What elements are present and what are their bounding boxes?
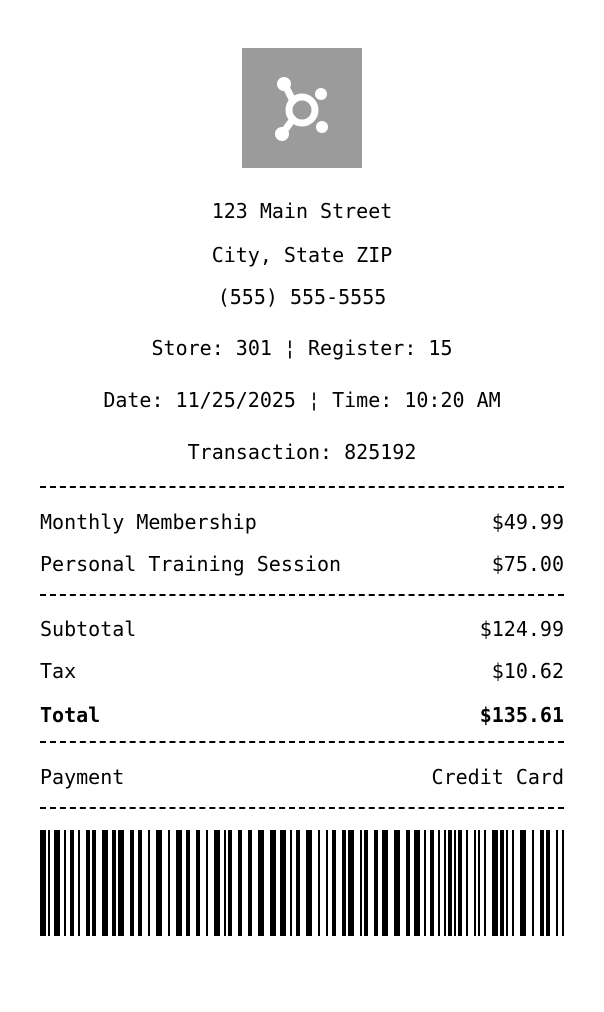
address-line-2: City, State ZIP <box>211 243 393 267</box>
barcode-bar <box>70 830 74 936</box>
barcode-bar <box>556 830 558 936</box>
subtotal-row <box>40 616 564 642</box>
barcode-bar <box>342 830 346 936</box>
barcode-bar <box>224 830 226 936</box>
barcode-bar <box>448 830 452 936</box>
gym-logo-icon <box>242 48 362 168</box>
barcode-bar <box>48 830 50 936</box>
barcode-bar <box>196 830 200 936</box>
barcode-bar <box>348 830 354 936</box>
barcode-bar <box>444 830 446 936</box>
item-name: Monthly Membership <box>40 510 257 534</box>
item-price: $75.00 <box>491 552 564 576</box>
divider <box>40 486 564 488</box>
barcode-bar <box>248 830 252 936</box>
barcode-bar <box>296 830 300 936</box>
address-line-1: 123 Main Street <box>211 199 393 223</box>
transaction-number: Transaction: 825192 <box>187 440 417 464</box>
barcode-bar <box>478 830 480 936</box>
barcode-bar <box>360 830 362 936</box>
line-item <box>40 551 564 577</box>
barcode-bar <box>520 830 526 936</box>
barcode-bar <box>430 830 434 936</box>
barcode-bar <box>54 830 60 936</box>
barcode-bar <box>156 830 162 936</box>
store-register: Store: 301 ¦ Register: 15 <box>151 336 453 360</box>
barcode-bar <box>78 830 80 936</box>
barcode-bar <box>214 830 220 936</box>
total-value: $135.61 <box>479 703 564 727</box>
barcode-bar <box>318 830 320 936</box>
barcode-bar <box>238 830 242 936</box>
barcode-bar <box>306 830 312 936</box>
barcode-bar <box>148 830 150 936</box>
barcode-bar <box>64 830 66 936</box>
barcode-bar <box>406 830 410 936</box>
barcode-bar <box>168 830 170 936</box>
logo-glyph <box>242 48 362 168</box>
payment-method: Credit Card <box>431 765 564 789</box>
barcode-bar <box>102 830 108 936</box>
barcode-bar <box>374 830 378 936</box>
barcode-bar <box>500 830 504 936</box>
barcode-bar <box>332 830 336 936</box>
barcode-bar <box>130 830 134 936</box>
barcode-bar <box>228 830 232 936</box>
barcode-bar <box>364 830 368 936</box>
barcode-bar <box>258 830 264 936</box>
barcode-bar <box>112 830 116 936</box>
total-row <box>40 702 564 728</box>
barcode-bar <box>424 830 426 936</box>
subtotal-value: $124.99 <box>479 617 564 641</box>
phone-number: (555) 555-5555 <box>217 285 387 309</box>
tax-row <box>40 658 564 684</box>
divider <box>40 594 564 596</box>
barcode-bar <box>92 830 96 936</box>
payment-label: Payment <box>40 765 125 789</box>
barcode-bar <box>474 830 476 936</box>
barcode-bar <box>186 830 190 936</box>
subtotal-label: Subtotal <box>40 617 137 641</box>
barcode-bar <box>206 830 208 936</box>
barcode-bar <box>176 830 182 936</box>
total-label: Total <box>40 703 101 727</box>
barcode-bar <box>118 830 124 936</box>
tax-value: $10.62 <box>491 659 564 683</box>
barcode-bar <box>532 830 534 936</box>
barcode-bar <box>512 830 514 936</box>
barcode-bar <box>506 830 508 936</box>
barcode-bar <box>562 830 564 936</box>
item-name: Personal Training Session <box>40 552 342 576</box>
barcode-bar <box>394 830 400 936</box>
barcode-bar <box>382 830 388 936</box>
barcode-bar <box>438 830 440 936</box>
barcode-bar <box>466 830 468 936</box>
barcode-bar <box>326 830 328 936</box>
barcode-bar <box>290 830 292 936</box>
barcode-bar <box>492 830 498 936</box>
divider <box>40 741 564 743</box>
barcode-bar <box>86 830 90 936</box>
item-price: $49.99 <box>491 510 564 534</box>
barcode-bar <box>484 830 486 936</box>
barcode-bar <box>458 830 462 936</box>
barcode-bar <box>546 830 550 936</box>
barcode-bar <box>454 830 456 936</box>
payment-row <box>40 764 564 790</box>
barcode-bar <box>270 830 276 936</box>
barcode-bar <box>414 830 420 936</box>
barcode-bar <box>40 830 46 936</box>
date-time: Date: 11/25/2025 ¦ Time: 10:20 AM <box>103 388 501 412</box>
divider <box>40 807 564 809</box>
barcode-icon <box>40 830 564 936</box>
line-item <box>40 509 564 535</box>
tax-label: Tax <box>40 659 77 683</box>
barcode-bar <box>540 830 544 936</box>
barcode-bar <box>280 830 286 936</box>
barcode-bar <box>138 830 142 936</box>
barcode-graphic <box>40 830 564 936</box>
